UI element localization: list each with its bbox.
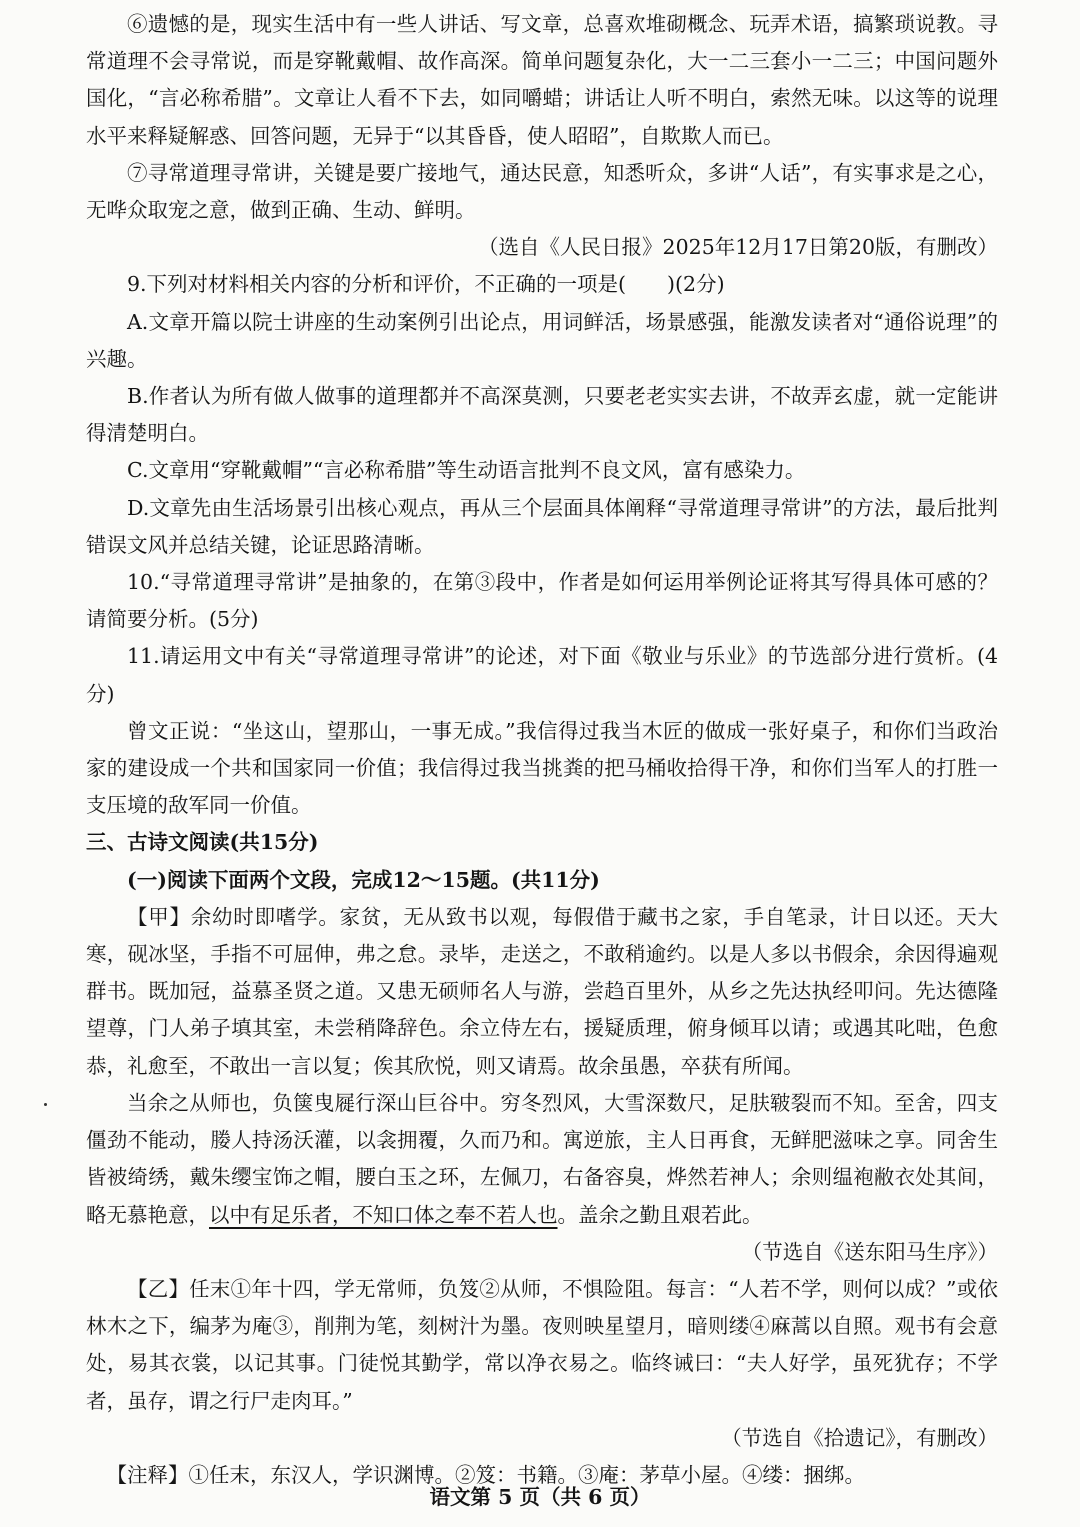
paragraph-6: ⑥遗憾的是，现实生活中有一些人讲话、写文章，总喜欢堆砌概念、玩弄术语，搞繁琐说教。寻常道理不会寻常说，而是穿靴戴帽、故作高深。简单问题复杂化，大一二三套小一二三；中国问题外国化，“言必称希腊”。文章让人看不下去，如同嚼蜡；讲话让人听不明白，索然无味。以这等的说理水平来释疑解惑、回答问题，无异于“以其昏昏，使人昭昭”，自欺欺人而已。 xyxy=(86,12,998,148)
section-3-heading: 三、古诗文阅读(共15分) xyxy=(86,830,319,855)
passage-yi: 【乙】任末①年十四，学无常师，负笈②从师，不惧险阻。每言：“人若不学，则何以成？”或依林木之下，编茅为庵③，削荆为笔，刻树汁为墨。夜则映星望月，暗则缕④麻蒿以自照。观书有会意处，易其衣裳，以记其事。门徒悦其勤学，常以净衣易之。临终诫曰：“夫人好学，虽死犹存；不学者，虽存，谓之行尸走肉耳。” xyxy=(86,1276,998,1413)
passage-jia-ending: 。盖余之勤且艰若此。 xyxy=(557,1202,763,1227)
passage-jia-paragraph-1: 【甲】余幼时即嗜学。家贫，无从致书以观，每假借于藏书之家，手自笔录，计日以还。天大寒，砚冰坚，手指不可屈伸，弗之怠。录毕，走送之，不敢稍逾约。以是人多以书假余，余因得遍观群书。既加冠，益慕圣贤之道。又患无硕师名人与游，尝趋百里外，从乡之先达执经叩问。先达德隆望尊，门人弟子填其室，未尝稍降辞色。余立侍左右，援疑质理，俯身倾耳以请；或遇其叱咄，色愈恭，礼愈至，不敢出一言以复；俟其欣悦，则又请焉。故余虽愚，卒获有所闻。 xyxy=(86,904,998,1078)
question-9-stem: 9.下列对材料相关内容的分析和评价，不正确的一项是( )(2分) xyxy=(127,272,725,297)
passage-jia-text: 当余之从师也，负箧曳屣行深山巨谷中。穷冬烈风，大雪深数尺，足肤皲裂而不知。至舍，四支僵劲不能动，媵人持汤沃灌，以衾拥覆，久而乃和。寓逆旅，主人日再食，无鲜肥滋味之享。同舍生皆被绮绣，戴朱缨宝饰之帽，腰白玉之环，左佩刀，右备容臭，烨然若神人；余则缊袍敝衣处其间，略无慕艳意， xyxy=(86,1090,998,1227)
question-11-excerpt: 曾文正说：“坐这山，望那山，一事无成。”我信得过我当木匠的做成一张好桌子，和你们当政治家的建设成一个共和国家同一价值；我信得过我当挑粪的把马桶收拾得干净，和你们当军人的打胜一支压境的敌军同一价值。 xyxy=(86,718,998,818)
question-9-option-b: B.作者认为所有做人做事的道理都并不高深莫测，只要老老实实去讲，不故弄玄虚，就一定能讲得清楚明白。 xyxy=(86,384,998,446)
annotations: 【注释】①任末，东汉人，学识渊博。②笈：书籍。③庵：茅草小屋。④缕：捆绑。 xyxy=(106,1462,865,1487)
subsection-1-heading: (一)阅读下面两个文段，完成12～15题。(共11分) xyxy=(127,867,600,892)
question-10: 10.“寻常道理寻常讲”是抽象的，在第③段中，作者是如何运用举例论证将其写得具体可感的？请简要分析。(5分) xyxy=(86,570,998,632)
question-11: 11.请运用文中有关“寻常道理寻常讲”的论述，对下面《敬业与乐业》的节选部分进行赏析。(4分) xyxy=(86,644,998,706)
exam-page xyxy=(86,6,998,1494)
paragraph-7: ⑦寻常道理寻常讲，关键是要广接地气，通达民意，知悉听众，多讲“人话”，有实事求是之心，无哗众取宠之意，做到正确、生动、鲜明。 xyxy=(86,160,998,223)
question-9-option-c: C.文章用“穿靴戴帽”“言必称希腊”等生动语言批判不良文风，富有感染力。 xyxy=(127,458,806,483)
source-yi: （节选自《拾遗记》，有删改） xyxy=(721,1425,998,1450)
question-9-option-d: D.文章先由生活场景引出核心观点，再从三个层面具体阐释“寻常道理寻常讲”的方法，最后批判错误文风并总结关键，论证思路清晰。 xyxy=(86,495,998,557)
source-citation: （选自《人民日报》2025年12月17日第20版，有删改） xyxy=(478,235,998,260)
passage-jia-paragraph-2 xyxy=(86,1085,998,1234)
underlined-sentence: 以中有足乐者，不知口体之奉不若人也 xyxy=(209,1202,558,1227)
question-9-option-a: A.文章开篇以院士讲座的生动案例引出论点，用词鲜活，场景感强，能激发读者对“通俗说理”的兴趣。 xyxy=(86,309,998,371)
scan-speck xyxy=(44,1103,47,1106)
source-jia: （节选自《送东阳马生序》） xyxy=(741,1239,998,1264)
page-footer: 语文第 5 页（共 6 页） xyxy=(429,1485,651,1509)
